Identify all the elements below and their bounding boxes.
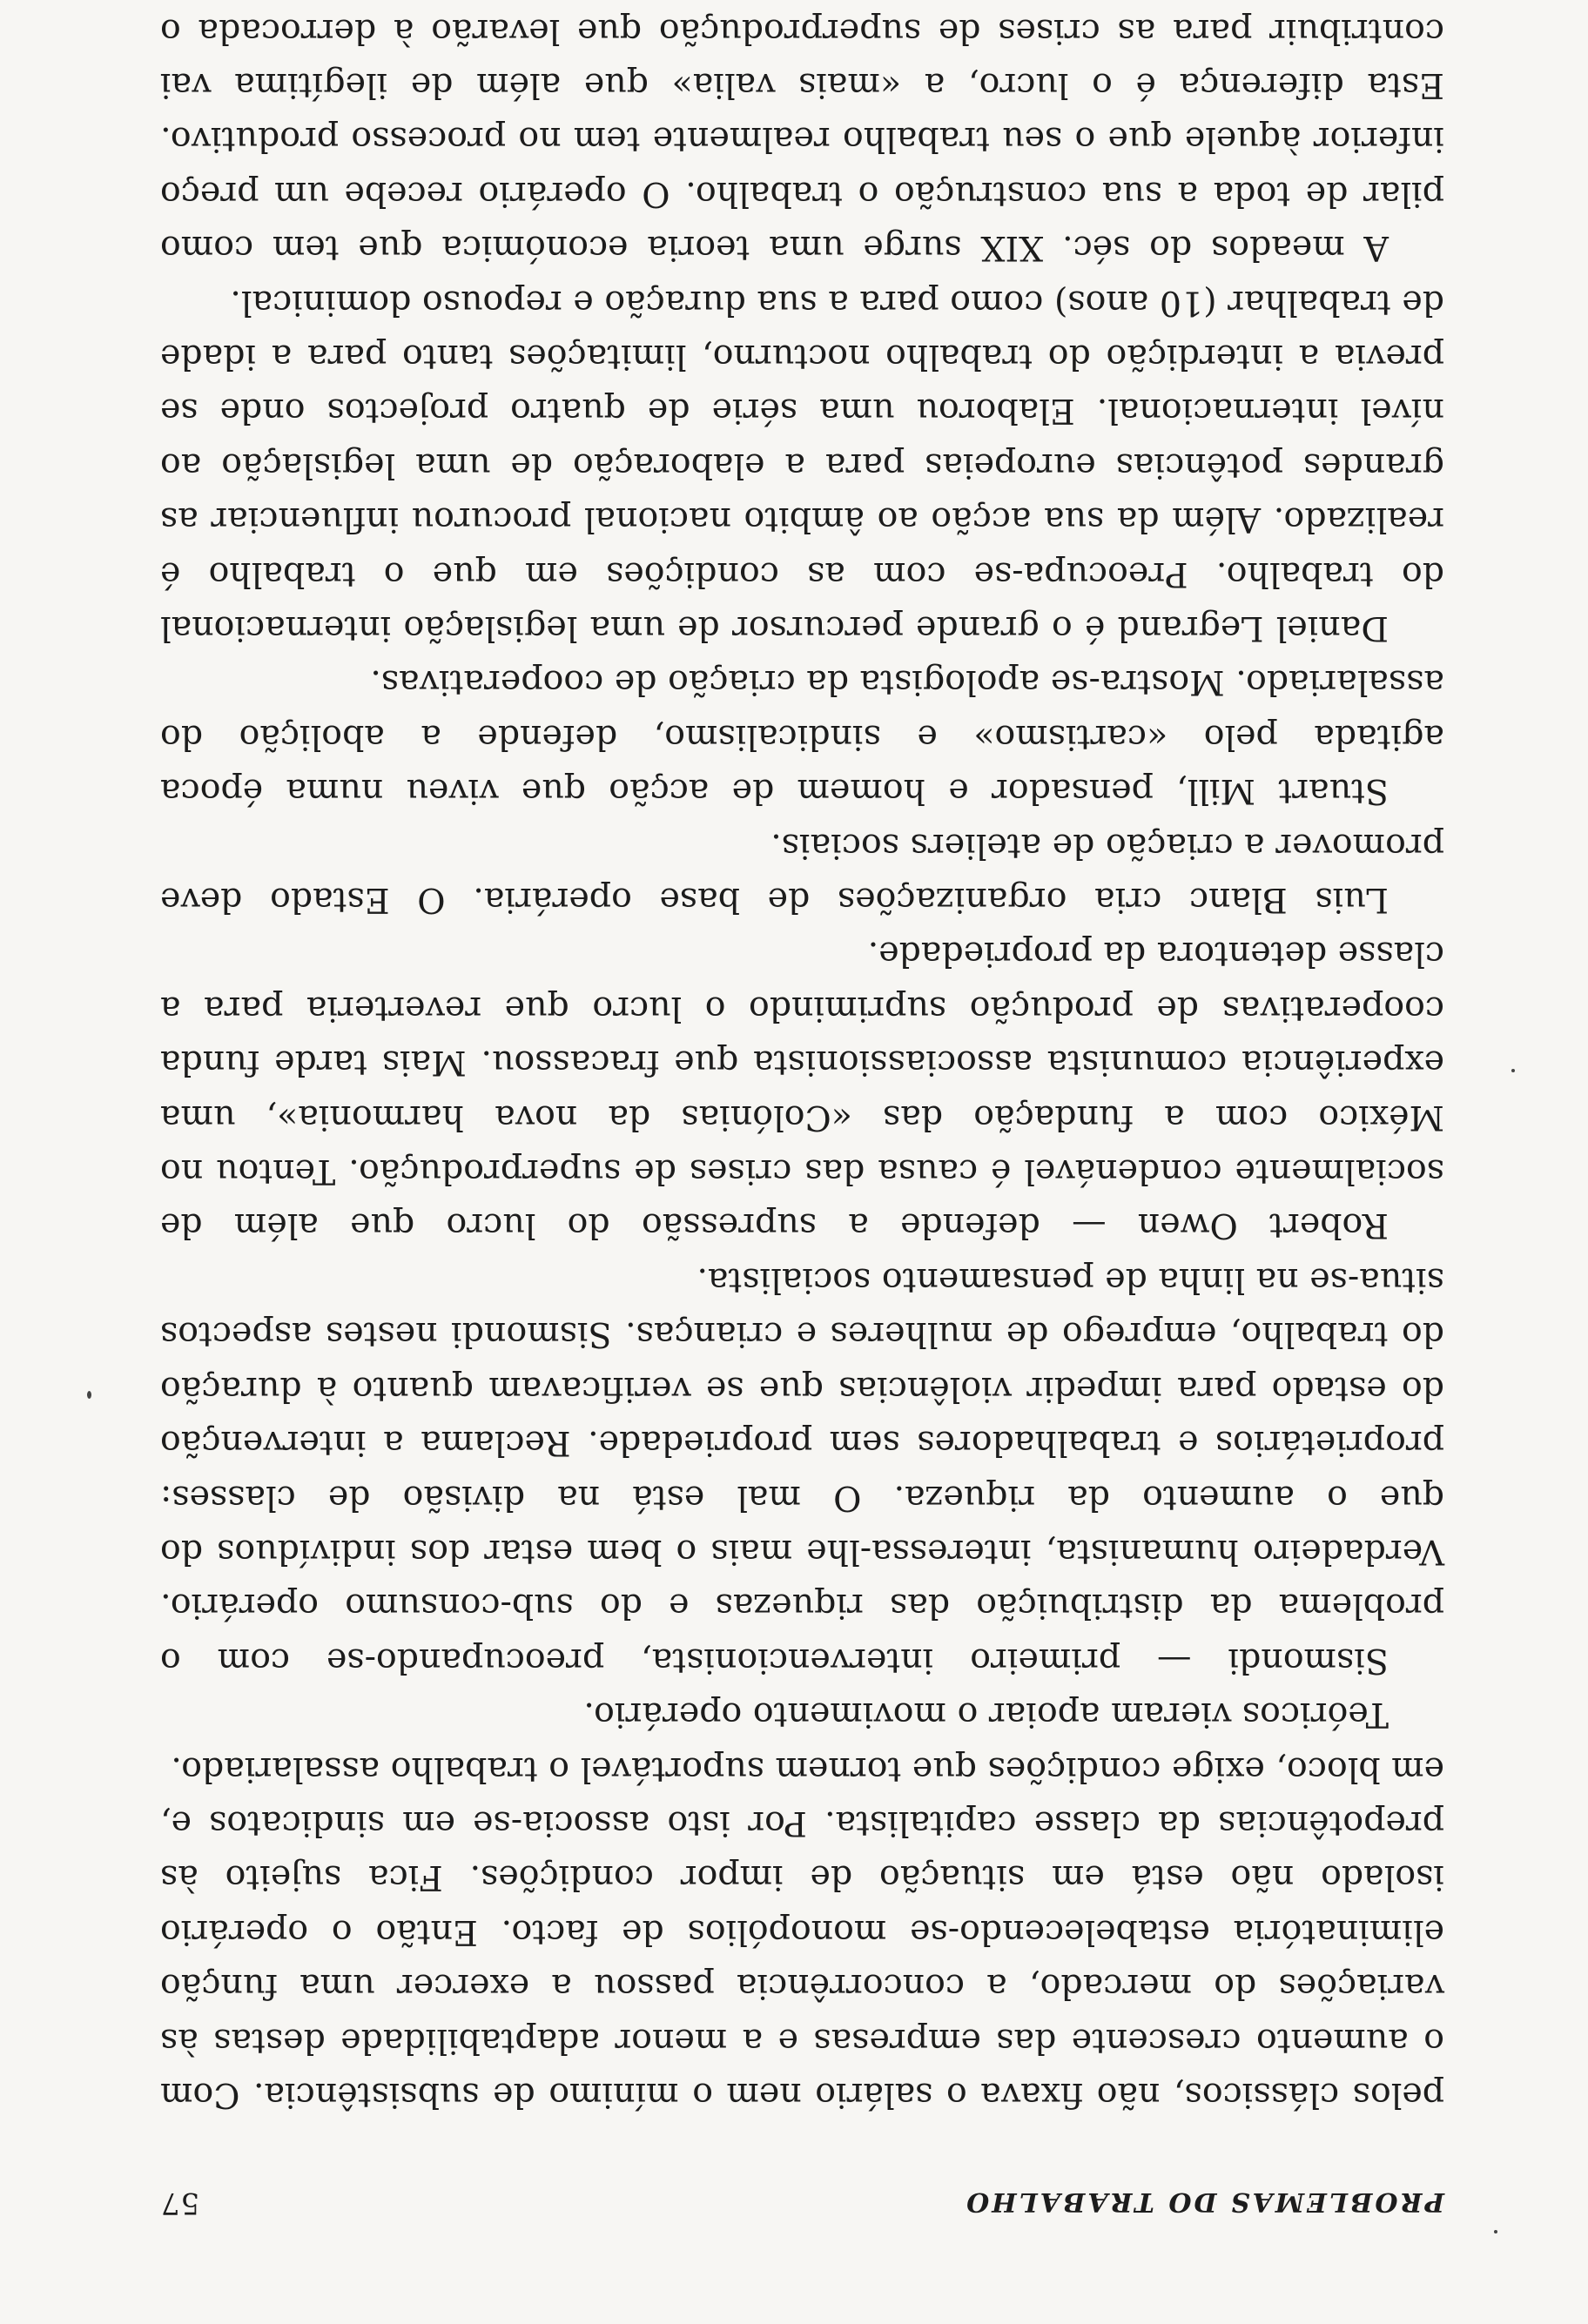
scan-speck [87, 1391, 91, 1399]
scan-speck [1494, 2230, 1497, 2233]
scan-speck [1511, 1069, 1515, 1072]
paragraph-mais-valia: A meados do séc. XIX surge uma teoria económica que tem como pilar de toda a sua construção o trabalho. O operário recebe um preço inferior àquele que o seu trabalho realmente tem no processo produtivo. Esta diferença é o lucro, a «mais valia» que além de ilegítima vai contribuir para as crises de superprodução que levarão à derrocada o [160, 10, 1444, 269]
paragraph-sismondi: Sismondi — primeiro intervencionista, preocupando-se com o problema da distribuição das riquezas e do sub-consumo operário. Verdadeiro humanista, interessa-lhe mais o bem estar dos indivíduos do que o aumento da riqueza. O mal está na divisão de classes: proprietários e trabalhadores sem propriedade. Reclama a intervenção do estado para impedir violências que se verificavam quanto à duração do trabalho, emprego de mulheres e crianças. Sismondi nestes aspectos situa-se na linha de pensamento socialista. [160, 1259, 1444, 1681]
paragraph-mill: Stuart Mill, pensador e homem de acção que viveu numa época agitada pelo «cartismo» e sindicalismo, defende a abolição do assalariado. Mostra-se apologista da criação de cooperativas. [160, 662, 1444, 812]
paragraph-continuation: pelos clássicos, não fixava o salário nem o mínimo de subsistência. Com o aumento crescente das empresas e a menor adaptabilidade destas às variações do mercado, a concorrência passou a exercer uma função eliminatória estabelecendo-se monopólios de facto. Então o operário isolado não está em situação de impor condições. Fica sujeito às prepotências da classe capitalista. Por isto associa-se em sindicatos e, em bloco, exige condições que tornem suportável o trabalho assalariado. [160, 1749, 1444, 2115]
running-head [160, 2176, 1444, 2230]
text-block [160, 0, 1444, 2230]
paragraph-theorists: Teóricos vieram apoiar o movimento operário. [583, 1695, 1389, 1736]
paragraph-blanc: Luis Blanc cria organizações de base operária. O Estado deve promover a criação de ateliers sociais. [160, 825, 1444, 921]
paragraph-owen: Robert Owen — defende a supressão do lucro que além de socialmente condenável é causa das crises de superprodução. Tentou no México com a fundação das «Colónias da nova harmonia», uma experiência comunista associassionista que fracassou. Mais tarde funda cooperativas de produção suprimindo o lucro que reverteria para a classe detentora da propriedade. [160, 934, 1444, 1246]
running-title: PROBLEMAS DO TRABALHO [964, 2186, 1444, 2217]
paragraph-legrand: Daniel Legrand é o grande percursor de uma legislação internacional do trabalho. Preocupa-se com as condições em que o trabalho é realizado. Além da sua acção ao âmbito nacional procurou influenciar as grandes potências europeias para a elaboração de uma legislação ao nível internacional. Elaborou uma série de quatro projectos onde se previa a interdição do trabalho nocturno, limitações tanto para a idade de trabalhar (10 anos) como para a sua duração e repouso dominical. [160, 282, 1444, 649]
page-number: 57 [160, 2186, 200, 2220]
